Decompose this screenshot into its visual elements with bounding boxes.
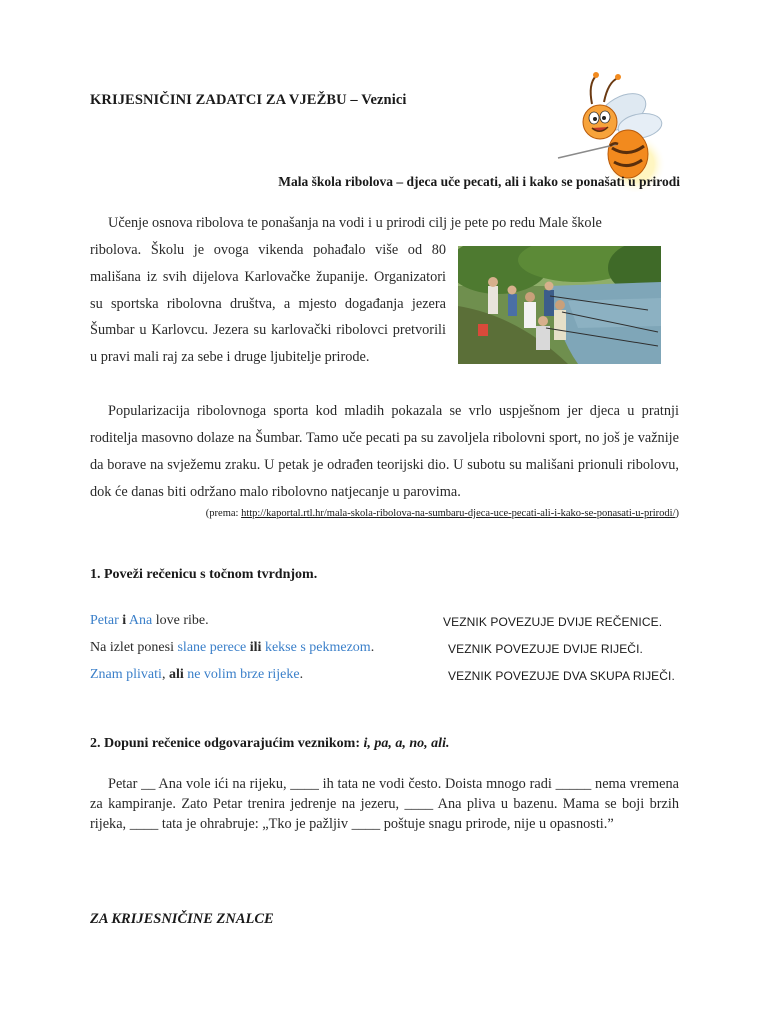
conjunction-ili: ili bbox=[249, 640, 262, 655]
article-paragraph-2: Popularizacija ribolovnoga sporta kod mladih pokazala se vrlo uspješnom jer djeca u pratnji roditelja masovno dolaze na Šumbar. Tamo uče pecati pa su zavoljela ribolovni sport, no još je važnije da borave na svježemu zraku. U petak je odrađen teorijski dio. U subotu su mališani prionuli ribolovu, dok će danas biti održano malo ribolovno natjecanje u parovima. bbox=[90, 403, 679, 500]
phrase-slane-perece: slane perece bbox=[177, 640, 247, 655]
clause-ne-volim-brze-rijeke: ne volim brze rijeke bbox=[187, 667, 300, 682]
word-ana: Ana bbox=[128, 613, 153, 628]
task-1-statement-1: VEZNIK POVEZUJE DVIJE REČENICE. bbox=[443, 615, 663, 629]
task-1-statement-3: VEZNIK POVEZUJE DVA SKUPA RIJEČI. bbox=[448, 669, 675, 683]
section-heading-za-krijesnicine-znalce: ZA KRIJESNIČINE ZNALCE bbox=[90, 911, 274, 927]
sentence-start: Na izlet ponesi bbox=[90, 640, 178, 655]
source-prefix: (prema: bbox=[205, 508, 242, 519]
clause-znam-plivati: Znam plivati bbox=[90, 667, 162, 682]
sentence-rest: love ribe. bbox=[152, 613, 209, 628]
task-1-title: 1. Poveži rečenicu s točnom tvrdnjom. bbox=[90, 567, 318, 582]
task-2-title-prefix: 2. Dopuni rečenice odgovarajućim veznikom: bbox=[90, 736, 364, 751]
page-title: KRIJESNIČINI ZADATCI ZA VJEŽBU – Veznici bbox=[90, 92, 407, 108]
comma: , bbox=[161, 667, 169, 682]
word-petar: Petar bbox=[90, 613, 119, 628]
task-2-conjunction-list: i, pa, a, no, ali. bbox=[363, 736, 450, 751]
article-paragraph-1-first-line: Učenje osnova ribolova te ponašanja na vodi i u prirodi cilj je pete po redu Male škole bbox=[108, 215, 602, 231]
task-1-sentence-3 bbox=[90, 667, 303, 683]
task-1-statement-2: VEZNIK POVEZUJE DVIJE RIJEČI. bbox=[448, 642, 643, 656]
children-fishing-photo bbox=[458, 246, 661, 364]
conjunction-i: i bbox=[122, 613, 127, 628]
source-link[interactable]: http://kaportal.rtl.hr/mala-skola-ribolova-na-sumbaru-djeca-uce-pecati-ali-i-kako-se-ponasati-u-prirodi/ bbox=[241, 508, 676, 519]
phrase-kekse-s-pekmezom: kekse s pekmezom bbox=[264, 640, 371, 655]
source-suffix: ) bbox=[675, 508, 679, 519]
firefly-mascot-illustration bbox=[548, 62, 680, 192]
period: . bbox=[370, 640, 375, 655]
task-1-sentence-2 bbox=[90, 640, 374, 656]
article-source bbox=[206, 508, 679, 519]
period: . bbox=[299, 667, 304, 682]
article-paragraph-1-continued: ribolova. Školu je ovoga vikenda pohađalo više od 80 mališana iz svih dijelova Karlovačke županije. Organizatori su sportska ribolovna društva, a mjesto događanja jezera Šumbar u Karlovcu. Jezera su karlovački ribolovci pretvorili u pravi mali raj za sebe i druge ljubitelje prirode. bbox=[90, 242, 446, 366]
conjunction-ali: ali bbox=[168, 667, 184, 682]
task-2-fill-in-text: Petar __ Ana vole ići na rijeku, ____ ih tata ne vodi često. Doista mnogo radi _____ nema vremena za kampiranje. Zato Petar trenira jedrenje na jezeru, ____ Ana pliva u bazenu. Mama se boji brzih rijeka, ____ tata je ohrabruje: „Tko je pažljiv ____ poštuje snagu prirode, nije u opasnosti.” bbox=[90, 776, 679, 832]
task-1-sentence-1 bbox=[90, 613, 209, 629]
task-2-title bbox=[90, 736, 449, 752]
article-title: Mala škola ribolova – djeca uče pecati, ali i kako se ponašati u prirodi bbox=[278, 174, 680, 189]
